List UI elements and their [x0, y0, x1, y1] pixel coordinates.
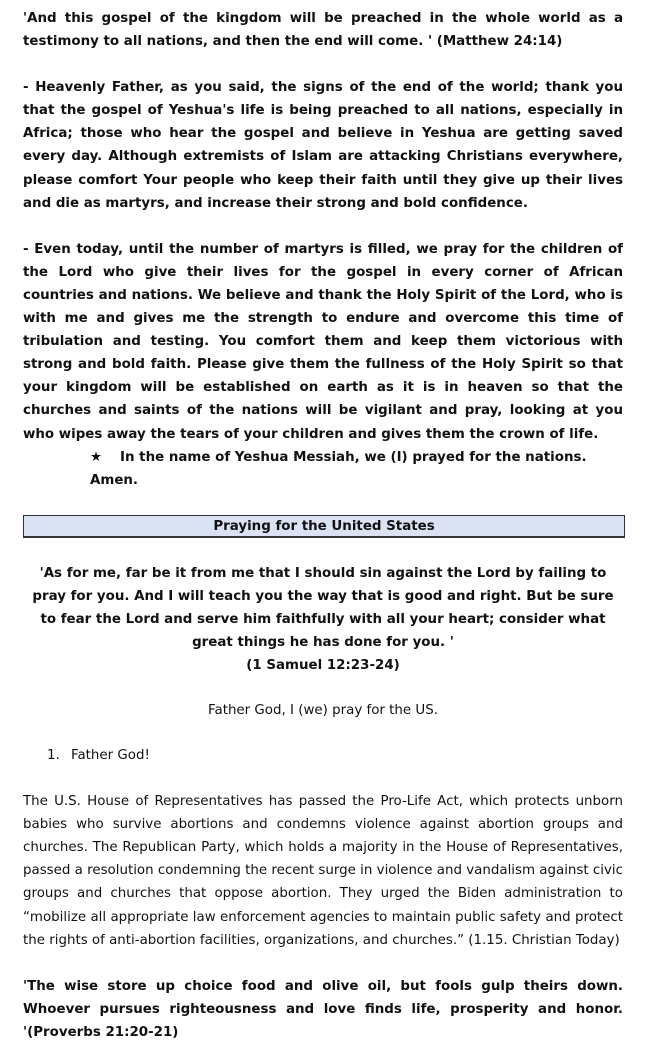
- quote-text: 'As for me, far be it from me that I should sin against the Lord by failing to pray for you. And I will teach you the way that is good and right. But be sure to fear the Lord and serve him faithfully with all your heart; consider what great things he has done for you. ': [32, 565, 614, 650]
- list-item: [23, 744, 623, 767]
- document-page: [23, 7, 623, 1044]
- list-text: Father God!: [71, 748, 150, 764]
- quote-reference: (1 Samuel 12:23-24): [246, 657, 400, 673]
- scripture-proverbs: 'The wise store up choice food and olive oil, but fools gulp theirs down. Whoever pursues righteousness and love finds life, prosperity and honor. '(Proverbs 21:20-21): [23, 978, 623, 1040]
- star-icon: ★: [90, 449, 103, 465]
- amen-line: [23, 446, 623, 492]
- spacer: [23, 215, 623, 238]
- pray-line: Father God, I (we) pray for the US.: [208, 703, 438, 719]
- list-number: 1.: [47, 748, 60, 764]
- prayer-paragraph-martyrs: - Even today, until the number of martyrs is filled, we pray for the children of the Lord who give their lives for the gospel in every corner of African countries and nations. We believe and thank the Holy Spirit of the Lord, who is with me and gives me the strength to endure and overcome this time of tribulation and testing. You comfort them and keep them victorious with strong and bold faith. Please give them the fullness of the Holy Spirit so that your kingdom will be established on earth as it is in heaven so that the churches and saints of the nations will be vigilant and pray, looking at you who wipes away the tears of your children and gives them the crown of life.: [23, 241, 623, 442]
- amen-text: In the name of Yeshua Messiah, we (I) prayed for the nations. Amen.: [90, 449, 587, 488]
- prayer-paragraph-africa: - Heavenly Father, as you said, the signs of the end of the world; thank you that the gospel of Yeshua's life is being preached to all nations, especially in Africa; those who hear the gospel and believe in Yeshua are getting saved every day. Although extremists of Islam are attacking Christians everywhere, please comfort Your people who keep their faith until they give up their lives and die as martyrs, and increase their strong and bold confidence.: [23, 80, 623, 211]
- section-title-bar: Praying for the United States: [23, 515, 625, 538]
- scripture-matthew: 'And this gospel of the kingdom will be preached in the whole world as a testimony to all nations, and then the end will come. ' (Matthew 24:14): [23, 11, 623, 50]
- spacer: [23, 53, 623, 76]
- scripture-samuel: [23, 562, 623, 677]
- news-paragraph: The U.S. House of Representatives has passed the Pro-Life Act, which protects unborn babies who survive abortions and condemns violence against abortion groups and churches. The Republican Party, which holds a majority in the House of Representatives, passed a resolution condemning the recent surge in violence and vandalism against civic groups and churches that oppose abortion. They urged the Biden administration to “mobilize all appropriate law enforcement agencies to maintain public safety and protect the rights of anti-abortion facilities, organizations, and churches.” (1.15. Christian Today): [23, 794, 623, 948]
